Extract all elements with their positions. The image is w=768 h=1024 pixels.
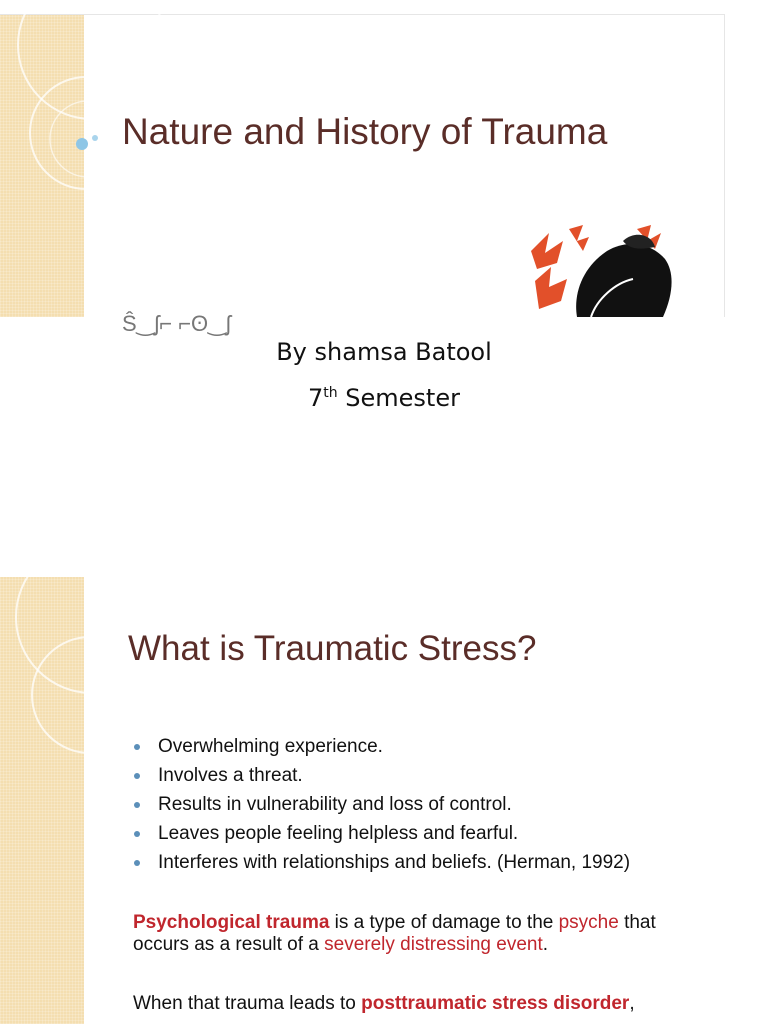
list-item: Overwhelming experience. <box>132 732 630 761</box>
slide-title: What is Traumatic Stress? <box>128 629 537 668</box>
list-item: Leaves people feeling helpless and fearful. <box>132 819 630 848</box>
list-item: Results in vulnerability and loss of control. <box>132 790 630 819</box>
bullet-list <box>132 732 630 877</box>
title-slide <box>0 14 725 336</box>
circle-decoration-icon <box>0 577 140 1024</box>
semester-line: 7th Semester <box>308 384 460 412</box>
list-item: Involves a threat. <box>132 761 630 790</box>
circle-decoration-icon <box>0 15 140 317</box>
content-slide <box>0 577 768 1024</box>
slide-title: Nature and History of Trauma <box>122 111 608 152</box>
cut-off-text: Ŝ‿ʃ⌐ ⌐ʘ‿ʃ <box>122 311 231 336</box>
ptsd-paragraph: When that trauma leads to posttraumatic stress disorder, <box>133 993 635 1014</box>
definition-paragraph: Psychological trauma is a type of damage to the psyche that occurs as a result of a severely distressing event. <box>133 912 656 955</box>
list-item: Interferes with relationships and beliefs. (Herman, 1992) <box>132 848 630 877</box>
author-line: By shamsa Batool <box>276 338 492 366</box>
trauma-illustration-icon <box>527 223 677 317</box>
